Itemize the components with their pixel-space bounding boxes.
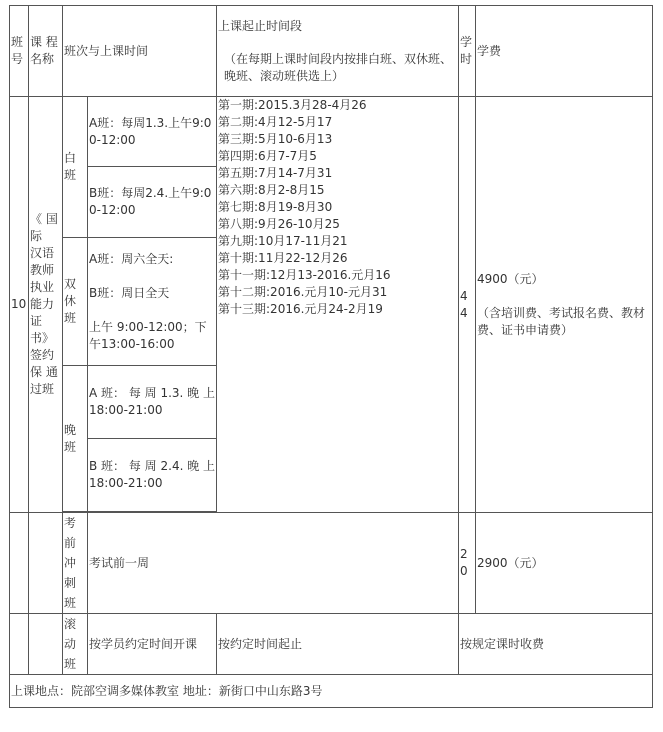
period-item: 第八期:9月26-10月25 bbox=[218, 217, 340, 231]
main-fee bbox=[476, 97, 653, 513]
session-evening-label: 晚班 bbox=[63, 366, 88, 512]
period-item: 第十三期:2016.元月24-2月19 bbox=[218, 302, 383, 316]
course-schedule-table bbox=[9, 5, 653, 708]
session-weekend-hours: 上午 9:00-12:00；下 午13:00-16:00 bbox=[89, 319, 207, 351]
rolling-class-fee: 按规定课时收费 bbox=[459, 614, 653, 675]
session-weekend-label: 双休班 bbox=[63, 238, 88, 366]
footer-row bbox=[10, 675, 653, 708]
table-row bbox=[10, 614, 653, 675]
period-item: 第三期:5月10-6月13 bbox=[218, 132, 333, 146]
session-evening-a: A 班： 每 周 1.3. 晚 上 18:00-21:00 bbox=[88, 366, 217, 439]
class-number: 10 bbox=[10, 97, 29, 513]
course-name: 《 国 际 汉语 教师 执业 能力 证 书》 签约 保 通 过班 bbox=[29, 97, 63, 513]
header-period-note: （在每期上课时间段内按排白班、双休班、晚班、滚动班供选上） bbox=[224, 51, 453, 83]
period-item: 第十期:11月22-12月26 bbox=[218, 251, 348, 265]
header-row bbox=[10, 6, 653, 97]
period-item: 第六期:8月2-8月15 bbox=[218, 183, 325, 197]
main-fee-note: （含培训费、考试报名费、教材费、证书申请费） bbox=[477, 305, 646, 337]
period-item: 第二期:4月12-5月17 bbox=[218, 115, 333, 129]
main-hours: 44 bbox=[459, 97, 476, 513]
footer-location: 上课地点：院部空调多媒体教室 地址：新街口中山东路3号 bbox=[10, 675, 653, 708]
table-row bbox=[10, 97, 653, 167]
header-class-no: 班号 bbox=[10, 6, 29, 97]
period-item: 第十一期:12月13-2016.元月16 bbox=[218, 268, 391, 282]
session-weekend-times bbox=[88, 238, 217, 366]
exam-class-fee: 2900（元） bbox=[476, 513, 653, 614]
period-item: 第九期:10月17-11月21 bbox=[218, 234, 348, 248]
session-day-b: B班：每周2.4.上午9:00-12:00 bbox=[88, 167, 217, 238]
period-item: 第七期:8月19-8月30 bbox=[218, 200, 333, 214]
exam-class-time: 考试前一周 bbox=[88, 513, 459, 614]
period-list bbox=[217, 97, 459, 513]
session-weekend-a: A班：周六全天: bbox=[89, 251, 174, 266]
header-course-name: 课 程名称 bbox=[29, 6, 63, 97]
rolling-class-label: 滚动班 bbox=[63, 614, 88, 675]
session-weekend-b: B班：周日全天 bbox=[89, 285, 170, 300]
header-session-time: 班次与上课时间 bbox=[63, 6, 217, 97]
session-day-label: 白班 bbox=[63, 97, 88, 238]
period-item: 第四期:6月7-7月5 bbox=[218, 149, 317, 163]
header-period-title: 上课起止时间段 bbox=[218, 18, 303, 33]
header-period bbox=[217, 6, 459, 97]
session-day-a: A班：每周1.3.上午9:00-12:00 bbox=[88, 97, 217, 167]
exam-class-hours: 20 bbox=[459, 513, 476, 614]
session-evening-b: B 班： 每 周 2.4. 晚 上 18:00-21:00 bbox=[88, 439, 217, 512]
table-row bbox=[10, 513, 653, 614]
rolling-class-period: 按约定时间起止 bbox=[217, 614, 459, 675]
period-item: 第十二期:2016.元月10-元月31 bbox=[218, 285, 388, 299]
period-item: 第五期:7月14-7月31 bbox=[218, 166, 333, 180]
header-fee: 学费 bbox=[476, 6, 653, 97]
rolling-class-time: 按学员约定时间开课 bbox=[88, 614, 217, 675]
exam-class-label: 考前冲刺班 bbox=[63, 513, 88, 614]
header-hours: 学时 bbox=[459, 6, 476, 97]
period-item: 第一期:2015.3月28-4月26 bbox=[218, 98, 367, 112]
main-fee-amount: 4900（元） bbox=[477, 271, 544, 286]
